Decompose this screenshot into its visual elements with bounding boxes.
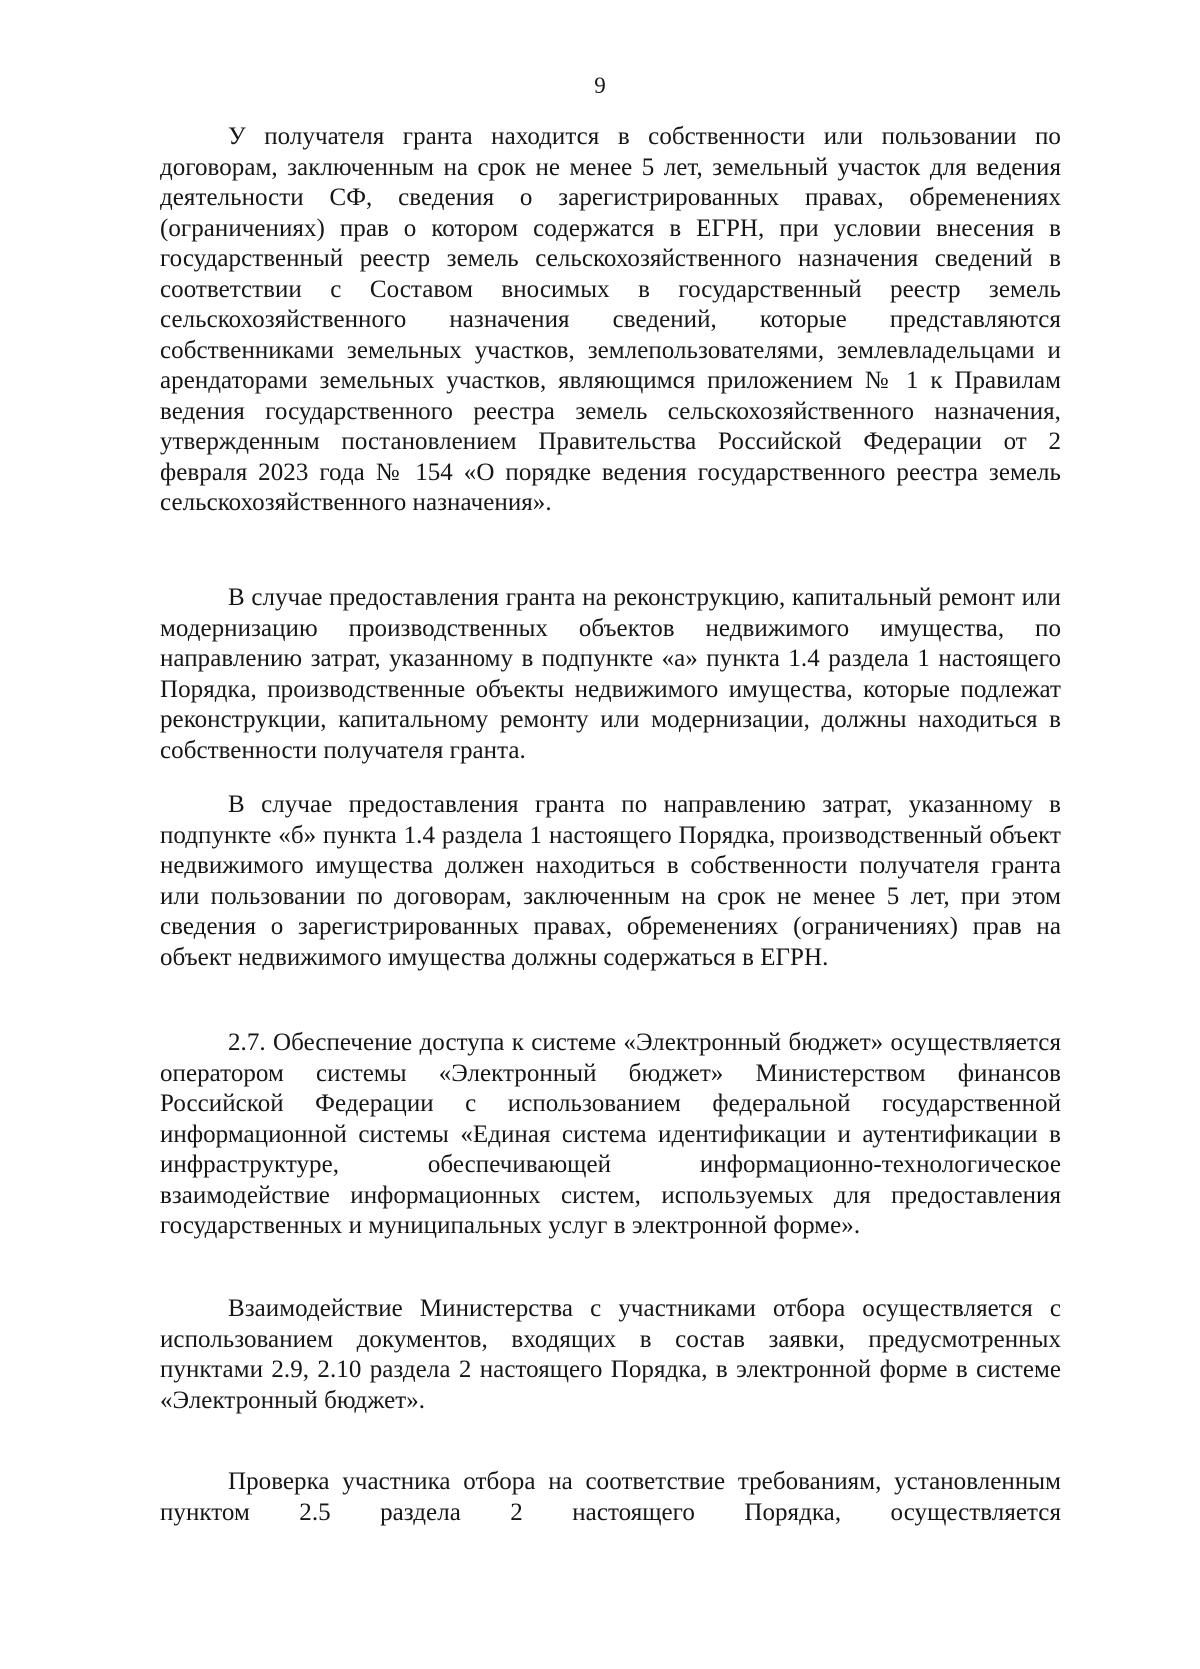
- page-number: 9: [594, 73, 606, 98]
- paragraph-interaction: Взаимодействие Министерства с участниками отбора осуществляется с использованием документов, входящих в состав заявки, предусмотренных пунктами 2.9, 2.10 раздела 2 настоящего Порядка, в электронной форме в системе «Электронный бюджет».: [160, 1295, 1061, 1414]
- paragraph-reconstruction: В случае предоставления гранта на реконструкцию, капитальный ремонт или модернизацию производственных объектов недвижимого имущества, по направлению затрат, указанному в подпункте «а» пункта 1.4 раздела 1 настоящего Порядка, производственные объекты недвижимого имущества, которые подлежат реконструкции, капитальному ремонту или модернизации, должны находиться в собственности получателя гранта.: [160, 584, 1061, 764]
- paragraph-production-object: В случае предоставления гранта по направлению затрат, указанному в подпункте «б» пункта 1.4 раздела 1 настоящего Порядка, производственный объект недвижимого имущества должен находиться в собственности получателя гранта или пользовании по договорам, заключенным на срок не менее 5 лет, при этом сведения о зарегистрированных правах, обременениях (ограничениях) прав на объект недвижимого имущества должны содержаться в ЕГРН.: [160, 791, 1061, 971]
- paragraph-section-2-7: 2.7. Обеспечение доступа к системе «Электронный бюджет» осуществляется оператором системы «Электронный бюджет» Министерством финансов Российской Федерации с использованием федеральной государственной информационной системы «Единая система идентификации и аутентификации в инфраструктуре, обеспечивающей информационно-технологическое взаимодействие информационных систем, используемых для предоставления государственных и муниципальных услуг в электронной форме».: [160, 1029, 1061, 1239]
- paragraph-land-plot: У получателя гранта находится в собственности или пользовании по договорам, заключенным на срок не менее 5 лет, земельный участок для ведения деятельности СФ, сведения о зарегистрированных правах, обременениях (ограничениях) прав о котором содержатся в ЕГРН, при условии внесения в государственный реестр земель сельскохозяйственного назначения сведений в соответствии с Составом вносимых в государственный реестр земель сельскохозяйственного назначения сведений, которые представляются собственниками земельных участков, землепользователями, землевладельцами и арендаторами земельных участков, являющимся приложением № 1 к Правилам ведения государственного реестра земель сельскохозяйственного назначения, утвержденным постановлением Правительства Российской Федерации от 2 февраля 2023 года № 154 «О порядке ведения государственного реестра земель сельскохозяйственного назначения».: [160, 123, 1061, 516]
- paragraph-verification: Проверка участника отбора на соответствие требованиям, установленным пунктом 2.5 раздела 2 настоящего Порядка, осуществляется: [160, 1468, 1061, 1526]
